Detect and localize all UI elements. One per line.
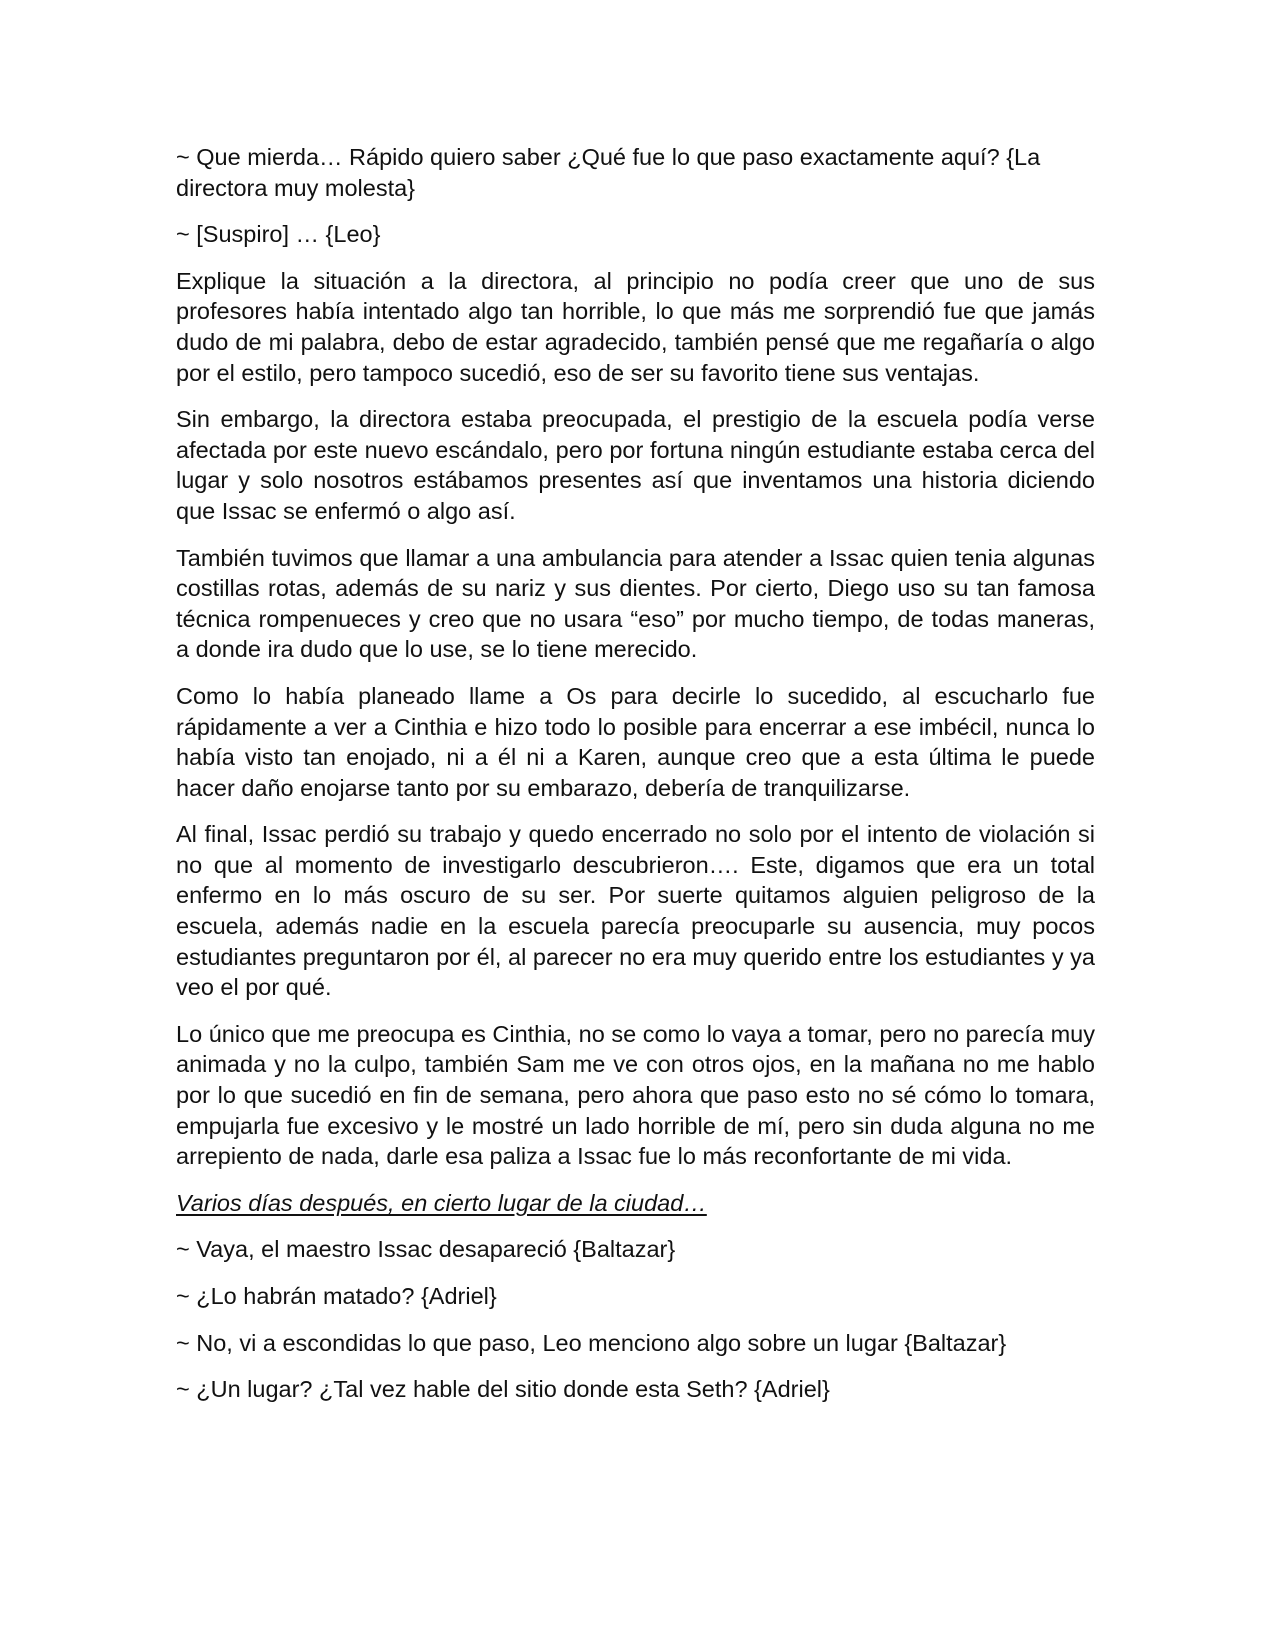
dialog-line-adriel-1: ~ ¿Lo habrán matado? {Adriel} [176, 1283, 497, 1309]
paragraph-school-prestige: Sin embargo, la directora estaba preocupada, el prestigio de la escuela podía verse afectada por este nuevo escándalo, pero por fortuna ningún estudiante estaba cerca del lugar y solo nosotros estábamos presentes así que inventamos una historia diciendo que Issac se enfermó o algo así. [176, 406, 1095, 524]
paragraph-worry-cinthia: Lo único que me preocupa es Cinthia, no se como lo vaya a tomar, pero no parecía muy animada y no la culpo, también Sam me ve con otros ojos, en la mañana no me hablo por lo que sucedió en fin de semana, pero ahora que paso esto no sé cómo lo tomara, empujarla fue excesivo y le mostré un lado horrible de mí, pero sin duda alguna no me arrepiento de nada, darle esa paliza a Issac fue lo más reconfortante de mi vida. [176, 1020, 1095, 1170]
document-page [176, 142, 1095, 1421]
paragraph-call-os: Como lo había planeado llame a Os para decirle lo sucedido, al escucharlo fue rápidamente a ver a Cinthia e hizo todo lo posible para encerrar a ese imbécil, nunca lo había visto tan enojado, ni a él ni a Karen, aunque creo que a esta última le puede hacer daño enojarse tanto por su embarazo, debería de tranquilizarse. [176, 682, 1095, 801]
dialog-line-baltazar-2: ~ No, vi a escondidas lo que paso, Leo menciono algo sobre un lugar {Baltazar} [176, 1329, 1007, 1356]
paragraph-issac-fired: Al final, Issac perdió su trabajo y quedo encerrado no solo por el intento de violación si no que al momento de investigarlo descubrieron…. Este, digamos que era un total enfermo en lo más oscuro de su ser. Por suerte quitamos alguien peligroso de la escuela, además nadie en la escuela parecía preocuparle su ausencia, muy pocos estudiantes preguntaron por él, al parecer no era muy querido entre los estudiantes y ya veo el por qué. [176, 821, 1095, 1001]
dialog-line-adriel-2: ~ ¿Un lugar? ¿Tal vez hable del sitio donde esta Seth? {Adriel} [176, 1376, 830, 1403]
dialog-line-leo: ~ [Suspiro] … {Leo} [176, 221, 381, 248]
dialog-line-directora: ~ Que mierda… Rápido quiero saber ¿Qué fue lo que paso exactamente aquí? {La directora muy molesta} [176, 144, 1041, 201]
paragraph-explanation: Explique la situación a la directora, al principio no podía creer que uno de sus profesores había intentado algo tan horrible, lo que más me sorprendió fue que jamás dudo de mi palabra, debo de estar agradecido, también pensé que me regañaría o algo por el estilo, pero tampoco sucedió, eso de ser su favorito tiene sus ventajas. [176, 267, 1095, 386]
paragraph-ambulance: También tuvimos que llamar a una ambulancia para atender a Issac quien tenia algunas costillas rotas, además de su nariz y sus dientes. Por cierto, Diego uso su tan famosa técnica rompenueces y creo que no usara “eso” por mucho tiempo, de todas maneras, a donde ira dudo que lo use, se lo tiene merecido. [176, 544, 1095, 663]
dialog-line-baltazar-1: ~ Vaya, el maestro Issac desapareció {Baltazar} [176, 1236, 676, 1263]
scene-heading: Varios días después, en cierto lugar de la ciudad… [176, 1189, 707, 1216]
